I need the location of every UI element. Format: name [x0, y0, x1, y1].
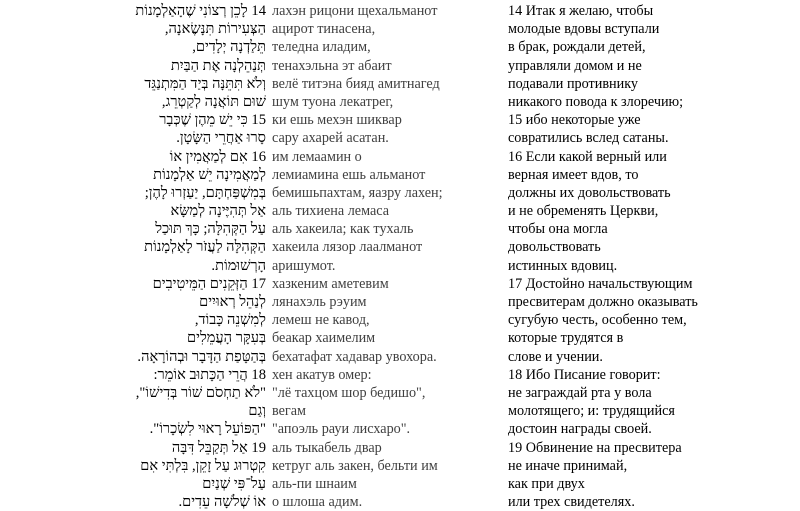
hebrew-line: תֵּלַדְנָה יְלָדִים,	[192, 39, 266, 56]
hebrew-line: 16 אִם לְמַאֲמִין אוֹ	[169, 148, 266, 165]
russian-line: пресвитерам должно оказывать	[508, 294, 698, 310]
russian-column	[508, 2, 798, 511]
transliteration-line: бемишьпахтам, яазру лахен;	[272, 184, 443, 201]
transliteration-line: лемеш не кавод,	[272, 312, 370, 329]
transliteration-line: беакар хаимелим	[272, 330, 376, 347]
russian-line: молодые вдовы вступали	[508, 21, 660, 38]
transliteration-line: аль тихиена лемаса	[272, 203, 390, 220]
russian-line: управляли домом и не	[508, 57, 642, 74]
transliteration-line: аришумот.	[272, 257, 336, 274]
hebrew-line: בְּעִקָּר הָעֲמֵלִים	[187, 330, 266, 347]
russian-line: или трех свидетелях.	[508, 494, 635, 511]
hebrew-line: לְמִשְׁנֵה כָּבוֹד,	[194, 312, 266, 329]
hebrew-line: שׁוּם תּוֹאֲנָה לְקַטְרֵג,	[161, 93, 266, 110]
hebrew-line: סָרוּ אַחֲרֵי הַשָּׂטָן.	[176, 130, 266, 147]
hebrew-line: הַקְּהִלָּה לַעֲזֹר לָאַלְמָנוֹת	[144, 239, 266, 256]
hebrew-line: 15 כִּי יֵשׁ מֵהֶן שֶׁכְּבָר	[159, 112, 266, 129]
russian-line: верная имеет вдов, то	[508, 166, 639, 183]
transliteration-line: "лё тахцом шор бедишо",	[272, 384, 426, 401]
russian-line: чтобы она могла	[508, 221, 608, 238]
hebrew-line: וְלֹא תִּתֵּנָּה בְּיַד הַמִּתְנַגֵּד	[144, 75, 266, 92]
hebrew-line: "לֹא תַחְסֹם שׁוֹר בְּדִישׁוֹ",	[135, 384, 266, 401]
transliteration-line: бехатафат хадавар увохора.	[272, 348, 437, 365]
transliteration-line: хен акатув омер:	[272, 366, 372, 383]
russian-line: молотящего; и: трудящийся	[508, 403, 675, 420]
transliteration-line: им лемаамин о	[272, 148, 362, 165]
transliteration-line: сару ахарей асатан.	[272, 130, 389, 147]
transliteration-line: лахэн рицони щехальманот	[272, 3, 438, 19]
hebrew-line: לְמַאֲמִינָה יֵשׁ אַלְמָנוֹת	[153, 166, 266, 183]
hebrew-line: אוֹ שְׁלֹשָׁה עֵדִים.	[178, 494, 266, 511]
hebrew-line: לְנַהֵל רְאוּיִים	[199, 294, 266, 310]
transliteration-line: "апоэль рауи лисхаро".	[272, 421, 411, 438]
hebrew-line: 17 הַזְּקֵנִים הַמֵּיטִיבִים	[152, 275, 266, 292]
transliteration-line: ки ешь мехэн шиквар	[272, 112, 402, 129]
russian-line: довольствовать	[508, 239, 601, 256]
transliteration-line: тенахэльна эт абаит	[272, 57, 392, 74]
russian-line: и не обременять Церкви,	[508, 203, 659, 220]
russian-line: которые трудятся в	[508, 330, 624, 347]
russian-line: 17 Достойно начальствующим	[508, 275, 693, 292]
hebrew-line: בְּהַטָּפַת הַדָּבָר וּבְהוֹרָאָה.	[137, 348, 266, 365]
russian-line: истинных вдовиц.	[508, 257, 618, 274]
russian-line: 15 ибо некоторые уже	[508, 112, 641, 129]
russian-line: как при двух	[508, 475, 585, 492]
russian-line: совратились вслед сатаны.	[508, 130, 669, 147]
russian-line: 14 Итак я желаю, чтобы	[508, 3, 654, 19]
russian-line: не иначе принимай,	[508, 457, 628, 474]
transliteration-line: вегам	[272, 403, 307, 420]
hebrew-line: וְגַם	[248, 403, 266, 420]
russian-line: не заграждай рта у вола	[508, 384, 652, 401]
transliteration-line: о шлоша адим.	[272, 494, 363, 511]
transliteration-line: аль хакеила; как тухаль	[272, 221, 414, 238]
russian-line: в брак, рождали детей,	[508, 39, 646, 56]
hebrew-line: 14 לָכֵן רְצוֹנִי שֶׁהָאַלְמָנוֹת	[135, 3, 266, 19]
russian-line: подавали противнику	[508, 75, 639, 92]
transliteration-line: теледна иладим,	[272, 39, 371, 56]
hebrew-line: "הַפּוֹעֵל רָאוּי לִשְׂכָרוֹ".	[149, 421, 266, 438]
transliteration-line: аль тыкабель двар	[272, 439, 382, 456]
russian-line: достоин награды своей.	[508, 421, 652, 438]
transliteration-line: хазкеним аметевим	[272, 275, 389, 292]
transliteration-line: лемиамина ешь альманот	[272, 166, 426, 183]
transliteration-line: аль-пи шнаим	[272, 475, 357, 492]
russian-line: сугубую честь, особенно тем,	[508, 312, 687, 329]
hebrew-line: הַצְּעִירוֹת תִּנָּשֶׂאנָה,	[164, 21, 266, 38]
transliteration-column	[272, 2, 496, 511]
russian-line: слове и учении.	[508, 348, 603, 365]
transliteration-line: шум туона лекатрег,	[272, 93, 394, 110]
transliteration-line: велё титэна бияд амитнагед	[272, 75, 440, 92]
transliteration-line: кетруг аль закен, бельти им	[272, 457, 438, 474]
russian-line: 18 Ибо Писание говорит:	[508, 366, 661, 383]
hebrew-line: עַל הַקְּהִלָּה; כָּךְ תּוּכַל	[155, 221, 266, 238]
hebrew-line: תְּנַהֵלְנָה אֶת הַבַּיִת	[170, 57, 266, 74]
hebrew-line: אַל תְּהִיֶּינָה לְמַשָּׂא	[170, 203, 266, 220]
hebrew-line: בְּמִשְׁפַּחְתָּם, יַעַזְרוּ לָהֶן;	[144, 184, 266, 201]
hebrew-line: 18 הֲרֵי הַכָּתוּב אוֹמֵר:	[153, 366, 266, 383]
hebrew-column	[0, 2, 266, 511]
russian-line: должны их довольствовать	[508, 184, 671, 201]
hebrew-line: 19 אַל תְּקַבֵּל דִּבָּה	[171, 439, 266, 456]
transliteration-line: ацирот тинасена,	[272, 21, 376, 38]
russian-line: никакого повода к злоречию;	[508, 93, 684, 110]
hebrew-line: הָרְשׁוּמוֹת.	[211, 257, 266, 274]
transliteration-line: лянахэль рэуим	[272, 294, 367, 310]
hebrew-line: עַל־פִּי שְׁנַיִם	[202, 475, 266, 492]
transliteration-line: хакеила лязор лаалманот	[272, 239, 423, 256]
russian-line: 19 Обвинение на пресвитера	[508, 439, 682, 456]
russian-line: 16 Если какой верный или	[508, 148, 667, 165]
hebrew-line: קִטְרוּג עַל זָקֵן, בִּלְתִּי אִם	[140, 457, 266, 474]
